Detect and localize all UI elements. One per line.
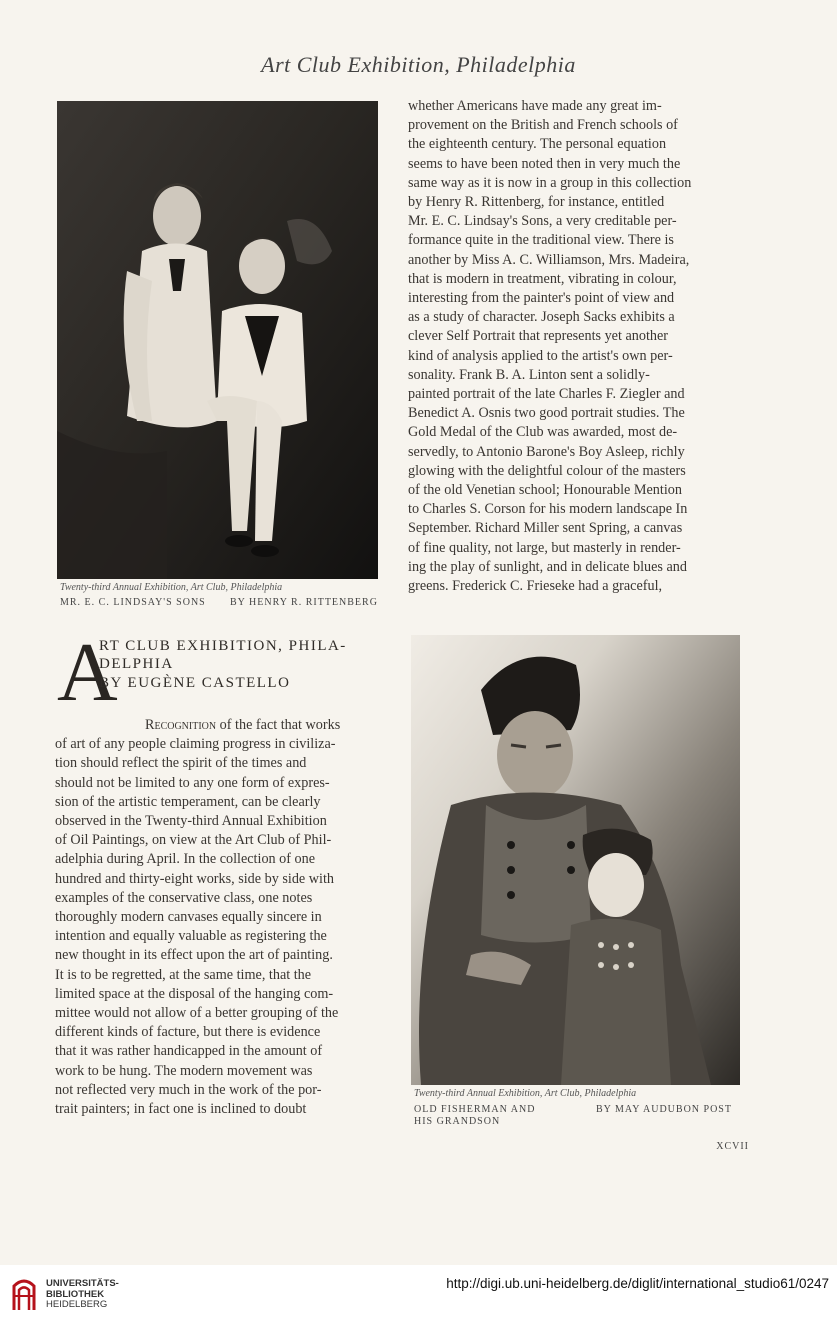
article-title: RT CLUB EXHIBITION, PHILA- [99, 638, 347, 654]
text-line: seems to have been noted then in very much the [408, 155, 681, 172]
text-line: hundred and thirty-eight works, side by side with [55, 870, 334, 887]
article-byline: BY EUGÈNE CASTELLO [99, 675, 291, 691]
text-line: clever Self Portrait that represents yet another [408, 328, 669, 345]
text-line: servedly, to Antonio Barone's Boy Asleep, richly [408, 443, 685, 460]
text-line: Recognition of the fact that works [145, 717, 341, 733]
plate-old-fisherman [411, 635, 740, 1085]
text-line: not reflected very much in the work of the por- [55, 1081, 322, 1098]
text-line: the eighteenth century. The personal equation [408, 136, 667, 153]
text-line: September. Richard Miller sent Spring, a canvas [408, 520, 683, 537]
library-name-line: HEIDELBERG [46, 1299, 108, 1310]
plate1-artist-caption: BY HENRY R. RITTENBERG [230, 597, 378, 608]
text-line: that is modern in treatment, vibrating in colour, [408, 270, 677, 287]
text-line: Benedict A. Osnis two good portrait studies. The [408, 405, 685, 422]
text-line: of Oil Paintings, on view at the Art Club of Phil- [55, 832, 332, 849]
digitization-footer [0, 1265, 837, 1325]
page-number: XCVII [716, 1141, 749, 1152]
text-line: should not be limited to any one form of expres- [55, 774, 330, 791]
text-line: whether Americans have made any great im- [408, 98, 662, 114]
plate2-title-caption: OLD FISHERMAN AND [414, 1104, 536, 1115]
opening-word: Recognition [145, 717, 217, 733]
plate2-source-caption: Twenty-third Annual Exhibition, Art Club, Philadelphia [414, 1088, 637, 1099]
text-line: thoroughly modern canvases equally sincere in [55, 909, 322, 926]
text-line: provement on the British and French schools of [408, 117, 678, 134]
text-line: tion should reflect the spirit of the times and [55, 755, 307, 772]
text-line: another by Miss A. C. Williamson, Mrs. Madeira, [408, 251, 690, 268]
article-title-cont: DELPHIA [99, 656, 174, 672]
plate1-title-caption: MR. E. C. LINDSAY'S SONS [60, 597, 206, 608]
text-line: intention and equally valuable as registering the [55, 928, 327, 945]
portrait-two-boys-image [57, 101, 378, 579]
text-line: adelphia during April. In the collection of one [55, 851, 316, 868]
plate1-source-caption: Twenty-third Annual Exhibition, Art Club, Philadelphia [60, 582, 283, 593]
text-line: trait painters; in fact one is inclined to doubt [55, 1101, 307, 1118]
text-line: Gold Medal of the Club was awarded, most de- [408, 424, 678, 441]
text-line: that it was rather handicapped in the amount of [55, 1043, 323, 1060]
text-line: new thought in its effect upon the art of painting. [55, 947, 333, 964]
text-line: greens. Frederick C. Frieseke had a graceful, [408, 578, 663, 595]
library-name-line: UNIVERSITÄTS- [46, 1278, 119, 1289]
library-name-line: BIBLIOTHEK [46, 1288, 105, 1300]
heidelberg-library-logo-icon [10, 1276, 38, 1314]
plate2-title-caption-cont: HIS GRANDSON [414, 1116, 501, 1127]
text-line: by Henry R. Rittenberg, for instance, entitled [408, 194, 665, 211]
plate2-artist-caption: BY MAY AUDUBON POST [596, 1104, 732, 1115]
text-line: formance quite in the traditional view. There is [408, 232, 674, 249]
text-line: Mr. E. C. Lindsay's Sons, a very creditable per- [408, 213, 677, 230]
text-line: kind of analysis applied to the artist's own per- [408, 347, 673, 364]
text-line: same way as it is now in a group in this collection [408, 174, 692, 191]
text-line: to Charles S. Corson for his modern landscape In [408, 501, 688, 518]
text-line: mittee would not allow of a better grouping of the [55, 1005, 339, 1022]
left-column-text [55, 716, 388, 1119]
drop-cap: A [57, 626, 118, 719]
running-head: Art Club Exhibition, Philadelphia [261, 52, 576, 77]
plate-lindsay-sons [57, 101, 378, 579]
text-line: glowing with the delightful colour of the masters [408, 462, 686, 479]
text-line: It is to be regretted, at the same time, that the [55, 966, 312, 983]
text-line: interesting from the painter's point of view and [408, 290, 675, 307]
text-line: of fine quality, not large, but masterly in render- [408, 539, 681, 556]
text-line: sion of the artistic temperament, can be clearly [55, 793, 321, 810]
fisherman-portrait-image [411, 635, 740, 1085]
text-line: painted portrait of the late Charles F. Ziegler and [408, 386, 685, 403]
text-line: examples of the conservative class, one notes [55, 889, 313, 906]
text-line: of the old Venetian school; Honourable Mention [408, 482, 682, 499]
source-url-link[interactable]: http://digi.ub.uni-heidelberg.de/diglit/international_studio61/0247 [446, 1276, 829, 1291]
text-line: work to be hung. The modern movement was [55, 1062, 313, 1079]
text-line: different kinds of facture, but there is evidence [55, 1024, 321, 1041]
text-line: as a study of character. Joseph Sacks exhibits a [408, 309, 675, 326]
text-line: limited space at the disposal of the hanging com- [55, 985, 334, 1002]
text-line: observed in the Twenty-third Annual Exhibition [55, 813, 327, 830]
text-line: sonality. Frank B. A. Linton sent a solidly- [408, 366, 650, 383]
library-name [46, 1279, 119, 1311]
text-line: ing the play of sunlight, and in delicate blues and [408, 558, 687, 575]
right-column-text [408, 97, 743, 596]
text-line: of art of any people claiming progress in civiliza- [55, 736, 336, 753]
